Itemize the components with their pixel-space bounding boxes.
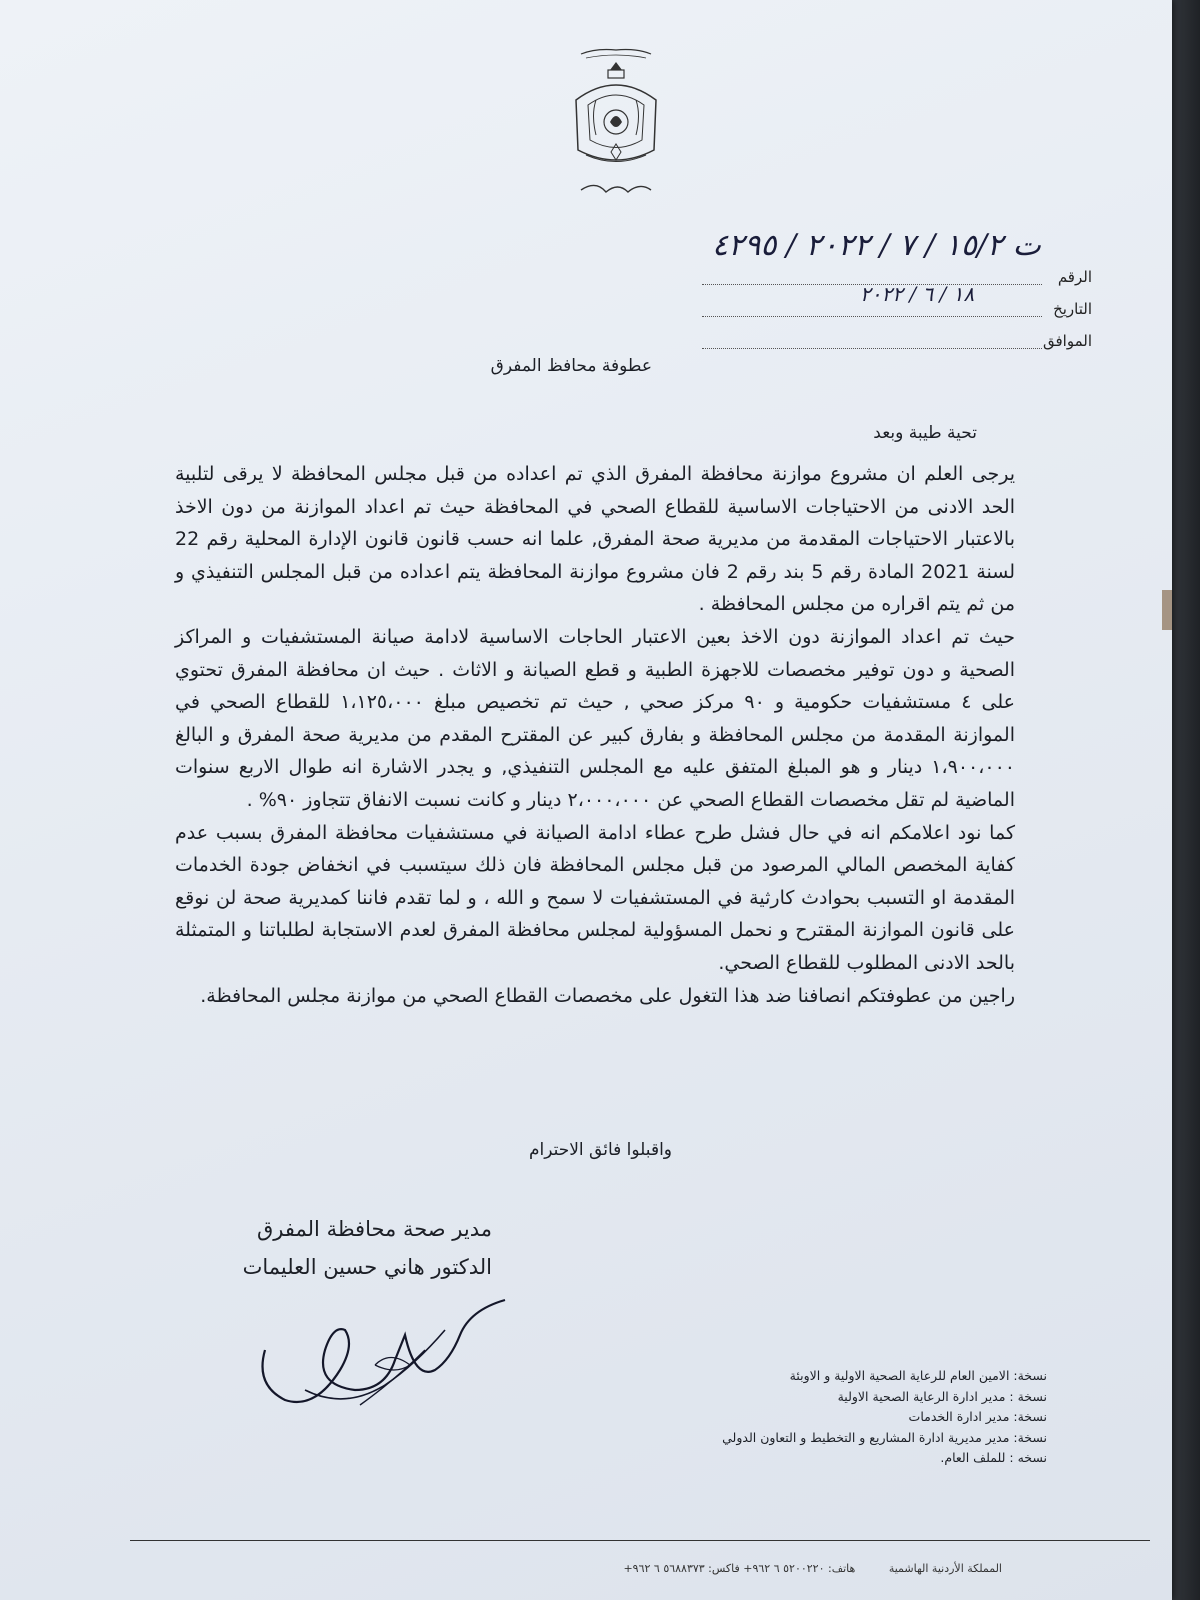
cc-item: نسخة: مدير ادارة الخدمات bbox=[908, 1409, 1047, 1424]
coat-of-arms-emblem bbox=[566, 40, 666, 210]
footer-phone: هاتف: ٥٢٠٠٢٢٠ ٦ ٩٦٢+ فاكس: ٥٦٨٨٣٧٣ ٦ ٩٦٢+ bbox=[623, 1562, 856, 1575]
hijri-date-line bbox=[702, 348, 1042, 349]
signatory-title: مدير صحة محافظة المفرق bbox=[257, 1217, 492, 1241]
closing-line: واقبلوا فائق الاحترام bbox=[528, 1140, 672, 1160]
handwritten-signature bbox=[245, 1290, 515, 1430]
body-paragraph-1: يرجى العلم ان مشروع موازنة محافظة المفرق الذي تم اعداده من قبل مجلس المحافظة لا يرقى لتلبية الحد الادنى من الاحتياجات الاساسية للقطاع الصحي في المحافظة حيث تم اعداد الموازنة من دون الاخذ بالاعتبار الاحتياجات المقدمة من مديرية صحة المفرق, علما انه حسب قانون قانون الإدارة المحلية رقم 22 لسنة 2021 المادة رقم 5 بند رقم 2 فان مشروع موازنة المحافظة يتم اعداده من قبل المجلس التنفيذي و من ثم يتم اقراره من مجلس المحافظة . bbox=[175, 463, 1015, 616]
greeting: تحية طيبة وبعد bbox=[873, 423, 977, 443]
ref-number-label: الرقم bbox=[1057, 268, 1092, 286]
signatory-block bbox=[243, 1210, 492, 1286]
crest-icon bbox=[566, 40, 666, 210]
hijri-date-label: الموافق bbox=[1042, 332, 1092, 350]
cc-list bbox=[722, 1366, 1047, 1469]
body-paragraph-2: حيث تم اعداد الموازنة دون الاخذ بعين الاعتبار الحاجات الاساسية لادامة صيانة المستشفيات و المراكز الصحية و دون توفير مخصصات للاجهزة الطبية و قطع الصيانة و الاثاث . حيث ان محافظة المفرق تحتوي على ٤ مستشفيات حكومية و ٩٠ مركز صحي , حيث تم تخصيص مبلغ ١،١٢٥،٠٠٠ للقطاع الصحي في الموازنة المقدمة من مجلس المحافظة و بفارق كبير عن المقترح المقدم من مديرية صحة المفرق و البالغ ١،٩٠٠،٠٠٠ دينار و هو المبلغ المتفق عليه مع المجلس التنفيذي, و يجدر الاشارة انه طوال الاربع سنوات الماضية لم تقل مخصصات القطاع الصحي عن ٢،٠٠٠،٠٠٠ دينار و كانت نسبت الانفاق تتجاوز ٩٠% . bbox=[175, 625, 1015, 811]
cc-item: نسخه : للملف العام. bbox=[940, 1450, 1047, 1465]
date-value: ١٨ / ٦ / ٢٠٢٢ bbox=[860, 282, 975, 306]
addressee: عطوفة محافظ المفرق bbox=[490, 356, 652, 376]
signatory-name: الدكتور هاني حسين العليمات bbox=[242, 1255, 492, 1279]
body-paragraph-4: راجين من عطوفتكم انصافنا ضد هذا التغول على مخصصات القطاع الصحي من موازنة مجلس المحافظة. bbox=[200, 984, 1015, 1007]
date-label: التاريخ bbox=[1053, 300, 1092, 318]
hijri-date-row bbox=[672, 332, 1092, 354]
date-line bbox=[702, 316, 1042, 317]
body-paragraph-3: كما نود اعلامكم انه في حال فشل طرح عطاء ادامة الصيانة في مستشفيات محافظة المفرق بسبب عدم كفاية المخصص المالي المرصود من قبل مجلس المحافظة فان ذلك سيتسبب في انخفاض جودة الخدمات المقدمة او التسبب بحوادث كارثية في المستشفيات لا سمح و الله ، و لما تقدم فاننا كمديرية صحة لن نوقع على قانون الموازنة المقترح و نحمل المسؤولية لمجلس محافظة المفرق لعدم الاستجابة لطلباتنا و المتمثلة بالحد الادنى المطلوب للقطاع الصحي. bbox=[175, 821, 1015, 974]
footer-kingdom: المملكة الأردنية الهاشمية bbox=[888, 1562, 1002, 1575]
letter-body bbox=[175, 458, 1015, 1012]
cc-item: نسخة: مدير مديرية ادارة المشاريع و التخطيط و التعاون الدولي bbox=[722, 1429, 1047, 1445]
footer bbox=[593, 1562, 1002, 1575]
edge-stain bbox=[1162, 590, 1172, 630]
cc-item: نسخة: الامين العام للرعاية الصحية الاولية و الاوبئة bbox=[789, 1368, 1047, 1383]
ref-number-value: ت ١٥/٢ / ٧ / ٢٠٢٢ / ٤٢٩٥ bbox=[712, 228, 1041, 263]
footer-divider bbox=[130, 1540, 1150, 1541]
cc-item: نسخة : مدير ادارة الرعاية الصحية الاولية bbox=[837, 1388, 1047, 1404]
